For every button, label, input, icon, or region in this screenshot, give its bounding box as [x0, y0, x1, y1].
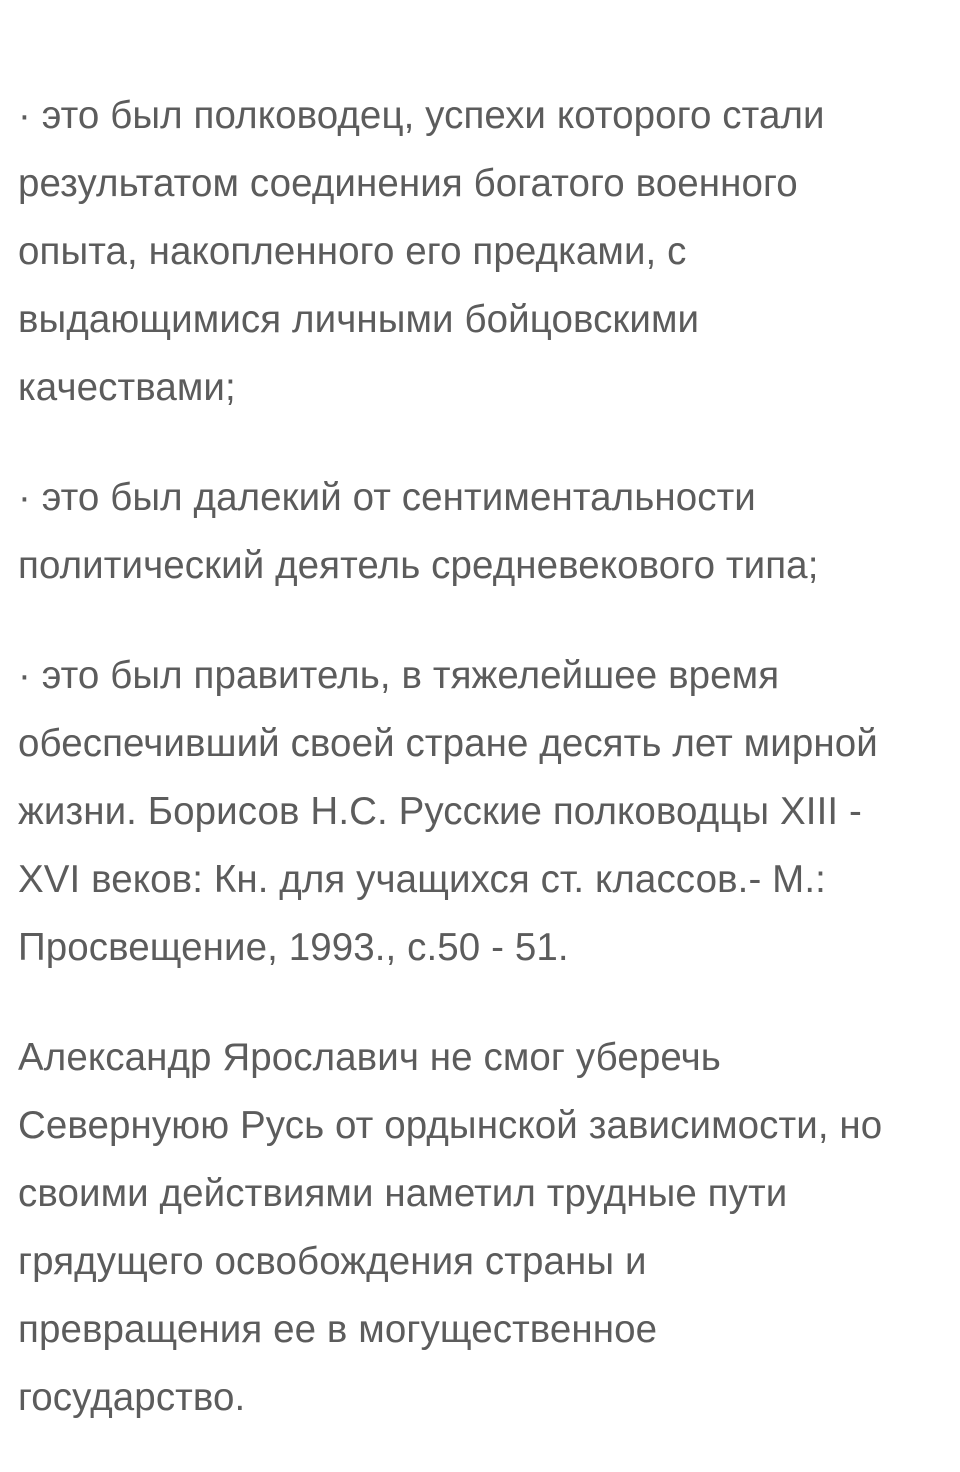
- conclusion-paragraph: Александр Ярославич не смог уберечь Севернуюю Русь от ордынской зависимости, но своими действиями наметил трудные пути грядущего освобождения страны и превращения ее в могущественное государство.: [18, 1036, 883, 1419]
- cut-off-text: [0, 0, 960, 70]
- bullet-paragraph-ruler: · это был правитель, в тяжелейшее время обеспечивший своей стране десять лет мирной жизни. Борисов Н.С. Русские полководцы XIII - XVI веков: Кн. для учащихся ст. классов.- М.: Просвещение, 1993., с.50 - 51.: [18, 654, 878, 969]
- bullet-paragraph-politician: · это был далекий от сентиментальности политический деятель средневекового типа;: [18, 476, 819, 587]
- article-body: [18, 82, 953, 1432]
- bullet-paragraph-commander: · это был полководец, успехи которого стали результатом соединения богатого военного опыта, накопленного его предками, с выдающимися личными бойцовскими качествами;: [18, 94, 825, 409]
